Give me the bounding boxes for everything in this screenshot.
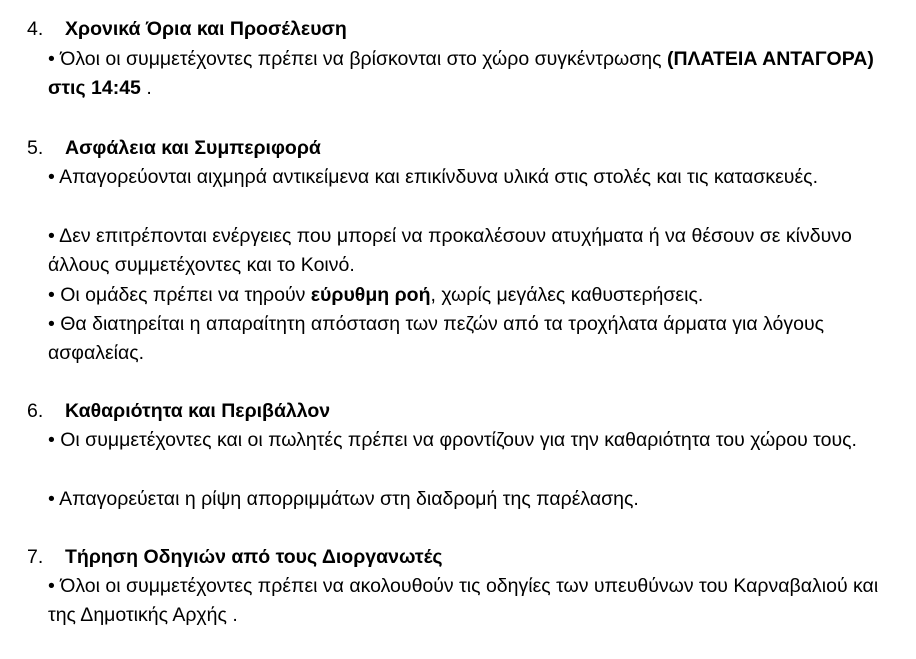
bullet-text: , χωρίς μεγάλες καθυστερήσεις. [430,284,704,306]
bullet-item: • Απαγορεύεται η ρίψη απορριμμάτων στη διαδρομή της παρέλασης. [48,488,639,510]
section-title: Ασφάλεια και Συμπεριφορά [65,137,321,159]
bullet-text: . [140,77,152,100]
bullet-item: • Απαγορεύονται αιχμηρά αντικείμενα και επικίνδυνα υλικά στις στολές και τις κατασκευές. [48,166,818,188]
section-heading [27,16,347,42]
bullet-text: • Οι ομάδες πρέπει να τηρούν [48,284,311,306]
section-title: Χρονικά Όρια και Προσέλευση [65,18,347,40]
section-heading [27,398,330,424]
bullet-item: • Όλοι οι συμμετέχοντες πρέπει να ακολουθούν τις οδηγίες των υπευθύνων του Καρναβαλιού και της Δημοτικής Αρχής . [48,575,879,627]
section-title: Καθαριότητα και Περιβάλλον [65,400,331,422]
section-heading [27,135,321,161]
bullet-item: • Οι συμμετέχοντες και οι πωλητές πρέπει να φροντίζουν για την καθαριότητα του χώρου τους. [48,429,857,451]
section-number: 7. [27,546,44,568]
section-number: 4. [27,18,44,40]
section-number: 5. [27,137,44,159]
section-heading [27,544,443,570]
section-number: 6. [27,400,44,422]
bullet-item: • Θα διατηρείται η απαραίτητη απόσταση των πεζών από τα τροχήλατα άρματα για λόγους ασφαλείας. [48,313,825,365]
section-title: Τήρηση Οδηγιών από τους Διοργανωτές [65,546,443,568]
bullet-text: • Όλοι οι συμμετέχοντες πρέπει να βρίσκονται στο χώρο συγκέντρωσης [48,48,667,70]
bullet-text-bold: (ΠΛΑΤΕΙΑ ΑΝΤΑΓΟΡΑ) στις 14:45 [48,48,874,100]
bullet-item [48,281,908,310]
bullet-item [48,45,908,104]
bullet-text-bold: εύρυθμη ροή [310,284,431,306]
bullet-item: • Δεν επιτρέπονται ενέργειες που μπορεί να προκαλέσουν ατυχήματα ή να θέσουν σε κίνδυνο άλλους συμμετέχοντες και το Κοινό. [48,225,852,277]
